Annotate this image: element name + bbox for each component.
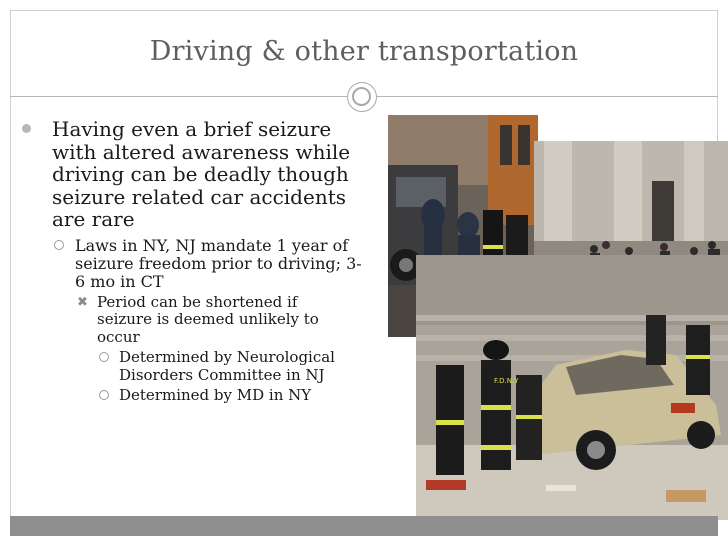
bullet-level4-ny [97, 387, 344, 405]
bullet-level2 [52, 237, 365, 291]
hollow-circle-bullet-icon [54, 240, 64, 250]
bullet-level4-ny-text: Determined by MD in NY [119, 386, 312, 404]
crashed-car-photo [416, 255, 728, 520]
bullet-level4-nj-text: Determined by Neurological Disorders Committee in NJ [119, 348, 335, 384]
fdny-jacket-label: F.D.N.Y [494, 377, 519, 385]
bullet-level4-nj [97, 349, 344, 384]
footer-bar [10, 516, 718, 536]
circle-ornament-icon [347, 82, 377, 112]
accident-photo-collage [388, 115, 728, 520]
bullet-level3 [75, 294, 347, 347]
bullet-dot-icon [22, 124, 31, 133]
bullet-level1-text: Having even a brief seizure with altered awareness while driving can be deadly though seizure related car accidents are rare [52, 117, 351, 231]
bullet-list [22, 118, 392, 405]
hollow-circle-bullet-icon [99, 390, 109, 400]
hollow-circle-bullet-icon [99, 352, 109, 362]
bullet-level3-text: Period can be shortened if seizure is deemed unlikely to occur [97, 292, 319, 346]
x-bullet-icon: ✖ [77, 294, 88, 310]
bullet-level2-text: Laws in NY, NJ mandate 1 year of seizure freedom prior to driving; 3-6 mo in CT [75, 235, 362, 291]
bullet-level1 [22, 118, 357, 231]
slide-title: Driving & other transportation [149, 36, 579, 67]
